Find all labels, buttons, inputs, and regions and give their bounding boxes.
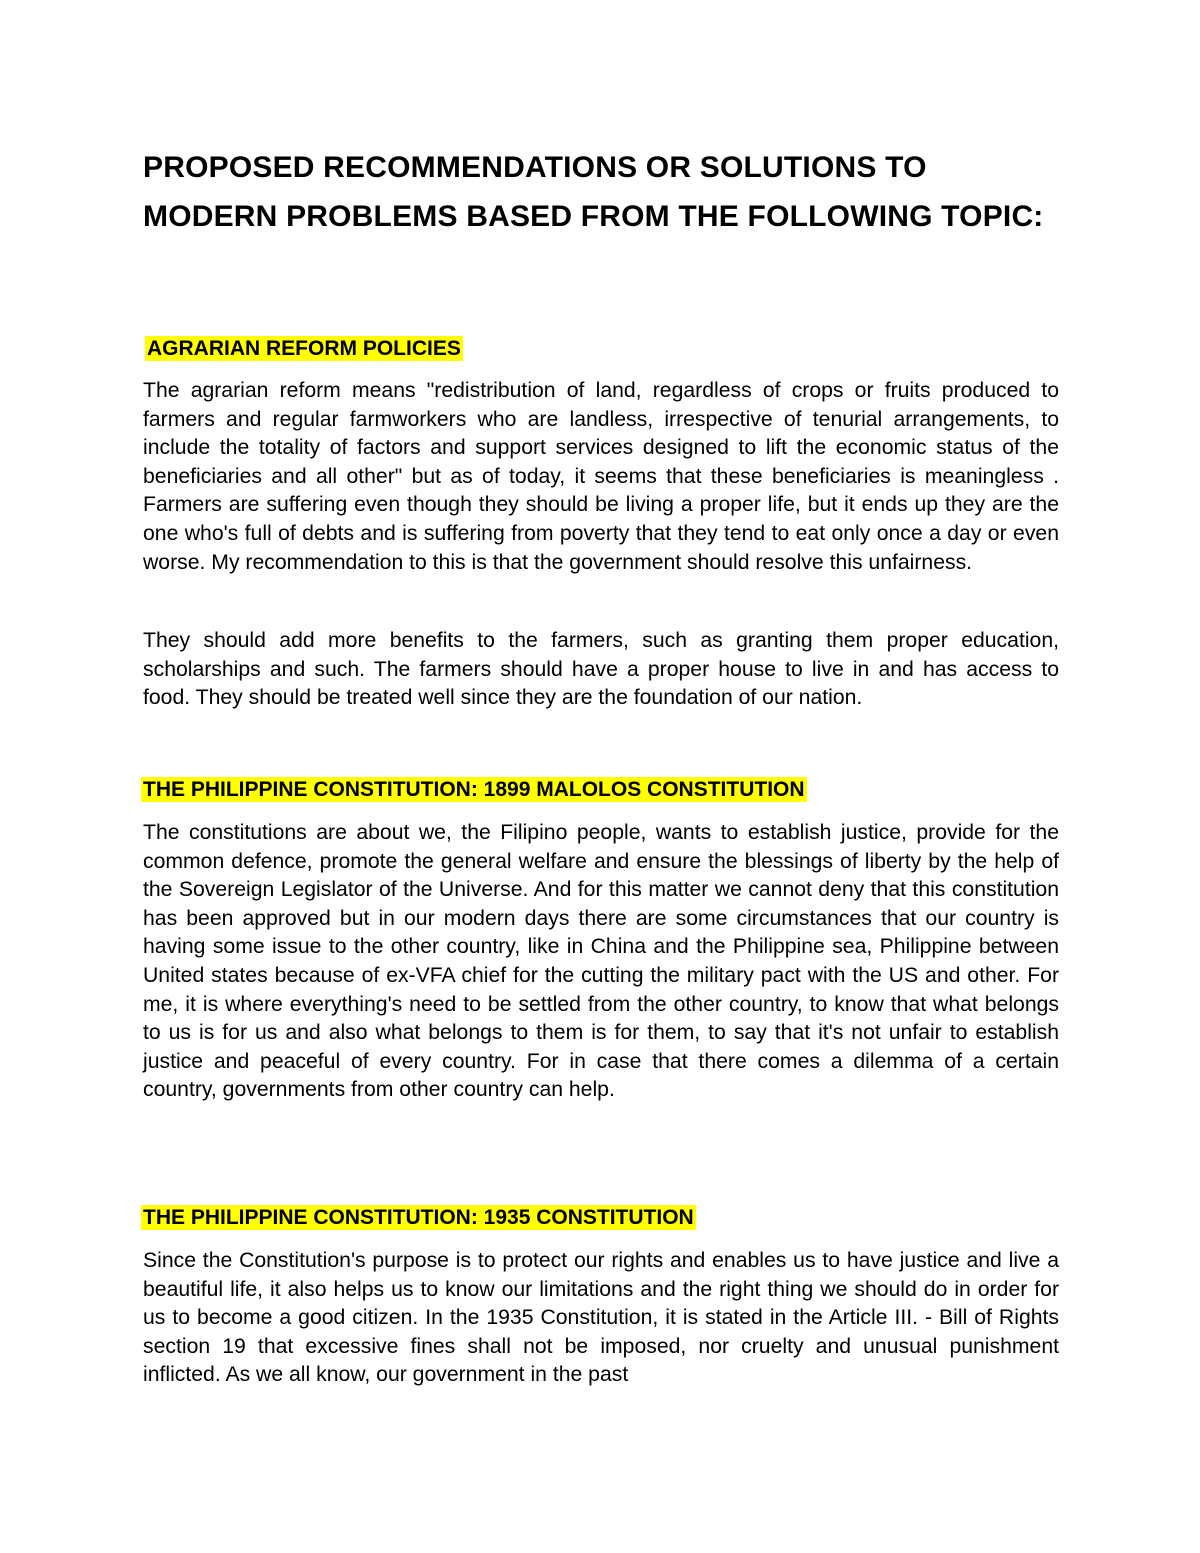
section-heading-text: THE PHILIPPINE CONSTITUTION: 1935 CONSTITUTION (143, 1206, 694, 1229)
paragraph-agrarian-2: They should add more benefits to the farmers, such as granting them proper education, scholarships and such. The farmers should have a proper house to live in and has access to food. They should be treated well since they are the foundation of our nation. (143, 629, 1059, 710)
paragraph-malolos-1: The constitutions are about we, the Filipino people, wants to establish justice, provide for the common defence, promote the general welfare and ensure the blessings of liberty by the help of the Sovereign Legislator of the Universe. And for this matter we cannot deny that this constitution has been approved but in our modern days there are some circumstances that our country is having some issue to the other country, like in China and the Philippine sea, Philippine between United states because of ex-VFA chief for the cutting the military pact with the US and other. For me, it is where everything's need to be settled from the other country, to know that what belongs to us is for us and also what belongs to them is for them, to say that it's not unfair to establish justice and peaceful of every country. For in case that there comes a dilemma of a certain country, governments from other country can help. (143, 821, 1059, 1102)
section-heading-text: AGRARIAN REFORM POLICIES (147, 337, 461, 360)
section-heading-malolos-constitution (141, 775, 807, 805)
paragraph-agrarian-1: The agrarian reform means "redistribution of land, regardless of crops or fruits produced to farmers and regular farmworkers who are landless, irrespective of tenurial arrangements, to include the totality of factors and support services designed to lift the economic status of the beneficiaries and all other" but as of today, it seems that these beneficiaries is meaningless . Farmers are suffering even though they should be living a proper life, but it ends up they are the one who's full of debts and is suffering from poverty that they tend to eat only once a day or even worse. My recommendation to this is that the government should resolve this unfairness. (143, 379, 1059, 574)
section-heading-1935-constitution (141, 1203, 696, 1233)
section-heading-agrarian-reform (145, 334, 463, 364)
paragraph-1935-1: Since the Constitution's purpose is to protect our rights and enables us to have justice and live a beautiful life, it also helps us to know our limitations and the right thing we should do in order for us to become a good citizen. In the 1935 Constitution, it is stated in the Article III. - Bill of Rights section 19 that excessive fines shall not be imposed, nor cruelty and unusual punishment inflicted. As we all know, our government in the past (143, 1249, 1059, 1387)
document-title: PROPOSED RECOMMENDATIONS OR SOLUTIONS TO MODERN PROBLEMS BASED FROM THE FOLLOWING TOPIC: (143, 151, 1044, 233)
section-heading-text: THE PHILIPPINE CONSTITUTION: 1899 MALOLOS CONSTITUTION (143, 778, 805, 801)
